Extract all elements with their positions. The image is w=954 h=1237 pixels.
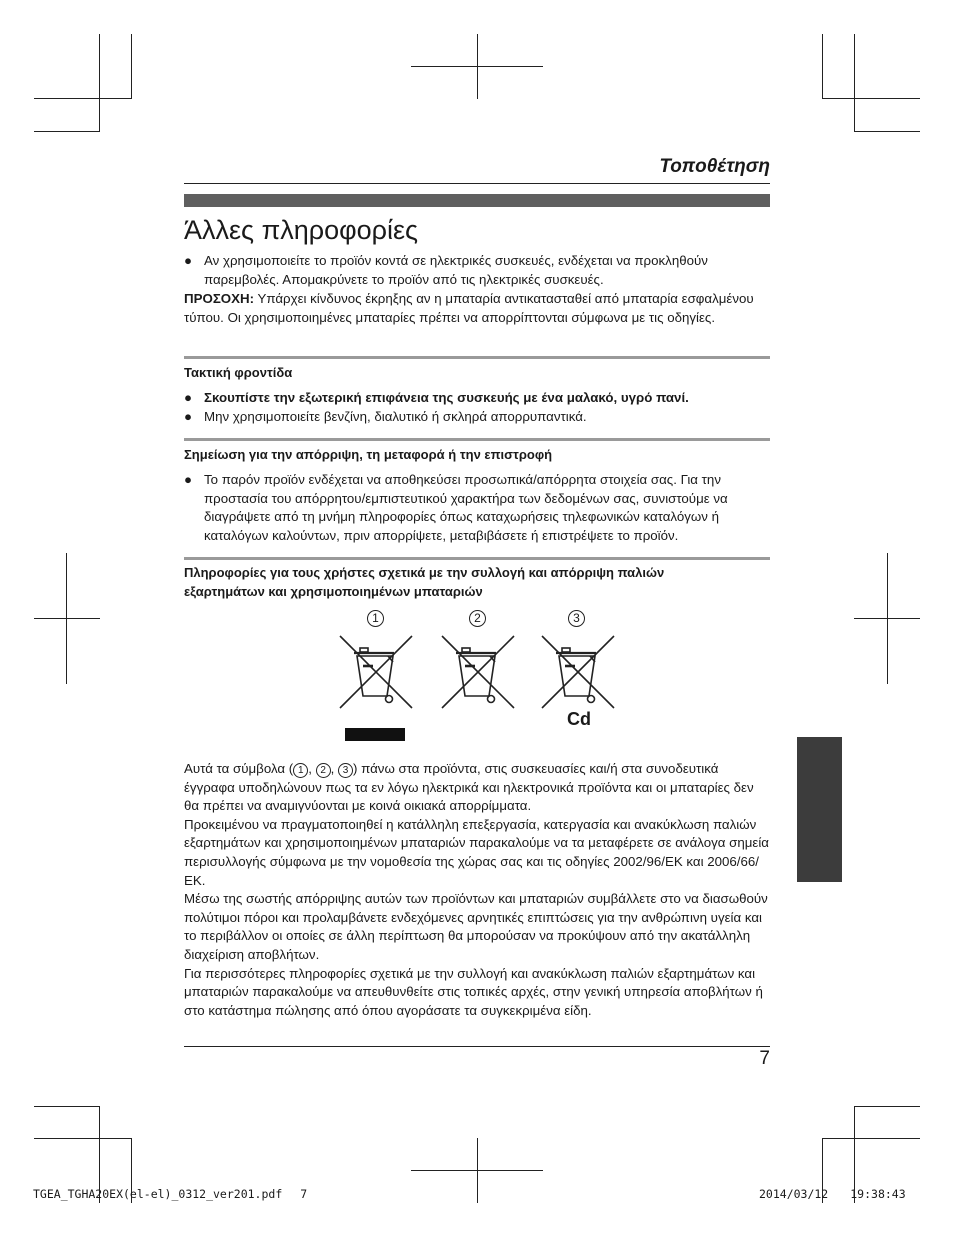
list-item <box>184 389 770 408</box>
symbol-label-2: 2 <box>469 610 486 627</box>
weee-paragraph-2: Προκειμένου να πραγματοποιηθεί η κατάλληλη επεξεργασία, κατεργασία και ανακύκλωση παλιών εξαρτημάτων και χρησιμοποιημένων μπαταριών παρακαλούμε να τα μεταφέρετε σε ανάλογα σημεία περισυλλογής σύμφωνα με την νομοθεσία της χώρας σας και τις οδηγίες 2002/96/ΕΚ και 2006/66/ΕΚ. <box>184 816 769 888</box>
weee-p1-end: ) πάνω στα προϊόντα, στις συσκευασίες και/ή στα συνοδευτικά έγγραφα υποδηλώνουν πως τα εν λόγω ηλεκτρικά και ηλεκτρονικά προϊόντα και οι μπαταρίες δεν θα πρέπει να αναμιγνύονται με κοινά οικιακά απορρίμματα. <box>184 761 754 814</box>
inline-symbol-2: 2 <box>316 763 331 778</box>
disposal-title: Σημείωση για την απόρριψη, τη μεταφορά ή την επιστροφή <box>184 447 553 462</box>
section-rule <box>184 356 770 359</box>
bullet-icon: ● <box>184 472 193 487</box>
footer-timestamp <box>759 1187 906 1201</box>
weee-p1-start: Αυτά τα σύμβολα ( <box>184 761 294 776</box>
footer-file: TGEA_TGHA20EX(el-el)_0312_ver201.pdf <box>33 1187 283 1201</box>
weee-paragraph-3: Μέσω της σωστής απόρριψης αυτών των προϊόντων και μπαταριών συμβάλλετε στο να διασωθούν πολύτιμοι πόροι και προλαμβάνετε ενδεχόμενες αρνητικές επιπτώσεις για την ανθρώπινη υγεία και το περιβάλλον οι οποίες σε άλλη περίπτωση θα μπορούσαν να προκύψουν από την ακατάλληλη διαχείριση αποβλήτων. <box>184 891 768 962</box>
header-rule <box>184 183 770 184</box>
footer-time: 19:38:43 <box>850 1187 906 1201</box>
side-tab <box>797 737 842 882</box>
weee-paragraph-4: Για περισσότερες πληροφορίες σχετικά με την συλλογή και ανακύκλωση παλιών εξαρτημάτων και μπαταριών παρακαλούμε να απευθυνθείτε στις τοπικές αρχές, στην γενική υπηρεσία αποβλήτων ή στο κατάστημα πώλησης από όπου αγοράσατε τα συγκεκριμένα είδη. <box>184 965 763 1018</box>
wheelie-bin-crossed-icon <box>538 632 618 712</box>
caution-label: ΠΡΟΣΟΧΗ: <box>184 291 255 306</box>
bullet-icon: ● <box>184 253 193 268</box>
section-rule <box>184 557 770 560</box>
caution-paragraph <box>184 290 770 327</box>
section-rule <box>184 438 770 441</box>
bullet-icon: ● <box>184 409 193 424</box>
wheelie-bin-crossed-icon <box>336 632 416 712</box>
care-title: Τακτική φροντίδα <box>184 365 293 380</box>
footer-date: 2014/03/12 <box>759 1187 829 1201</box>
bullet-icon: ● <box>184 390 193 405</box>
black-bar-mark <box>345 728 405 741</box>
cd-label: Cd <box>567 709 591 729</box>
care-item-1: Σκουπίστε την εξωτερική επιφάνεια της συσκευής με ένα μαλακό, υγρό πανί. <box>204 390 689 405</box>
list-item <box>184 252 770 289</box>
footer-rule <box>184 1046 770 1047</box>
separator: , <box>308 761 316 776</box>
page-title: Άλλες πληροφορίες <box>184 215 419 245</box>
weee-body <box>184 760 770 1020</box>
symbol-label-3: 3 <box>568 610 585 627</box>
weee-title: Πληροφορίες για τους χρήστες σχετικά με την συλλογή και απόρριψη παλιών εξαρτημάτων και χρησιμοποιημένων μπαταριών <box>184 565 665 599</box>
intro-bullet-text: Αν χρησιμοποιείτε το προϊόν κοντά σε ηλεκτρικές συσκευές, ενδέχεται να προκληθούν παρεμβολές. Απομακρύνετε το προϊόν από τις ηλεκτρικές συσκευές. <box>204 253 708 287</box>
symbol-label-1: 1 <box>367 610 384 627</box>
list-item <box>184 408 770 427</box>
footer-filename <box>33 1187 307 1201</box>
separator: , <box>330 761 338 776</box>
weee-paragraph-1 <box>184 760 770 816</box>
header-section-title: Τοποθέτηση <box>659 156 770 177</box>
page-number: 7 <box>759 1048 770 1069</box>
disposal-item-1: Το παρόν προϊόν ενδέχεται να αποθηκεύσει προσωπικά/απόρρητα στοιχεία σας. Για την προστασία του απόρρητου/εμπιστευτικού χαρακτήρα των δεδομένων σας, συνιστούμε να διαγράψετε από τη μνήμη πληροφορίες όπως καταχωρήσεις τηλεφωνικών καταλόγων ή καταλόγων καλούντων, πριν απορρίψετε, μεταβιβάσετε ή επιστρέψετε το προϊόν. <box>204 472 728 543</box>
list-item <box>184 471 770 545</box>
wheelie-bin-crossed-icon <box>438 632 518 712</box>
care-item-2: Μην χρησιμοποιείτε βενζίνη, διαλυτικό ή σκληρά απορρυπαντικά. <box>204 409 587 424</box>
title-bar <box>184 194 770 207</box>
footer-page: 7 <box>300 1187 308 1201</box>
inline-symbol-3: 3 <box>338 763 353 778</box>
caution-text: Υπάρχει κίνδυνος έκρηξης αν η μπαταρία αντικατασταθεί από μπαταρία εσφαλμένου τύπου. Οι χρησιμοποιημένες μπαταρίες πρέπει να απορρίπτονται σύμφωνα με τις οδηγίες. <box>184 291 754 325</box>
inline-symbol-1: 1 <box>293 763 308 778</box>
